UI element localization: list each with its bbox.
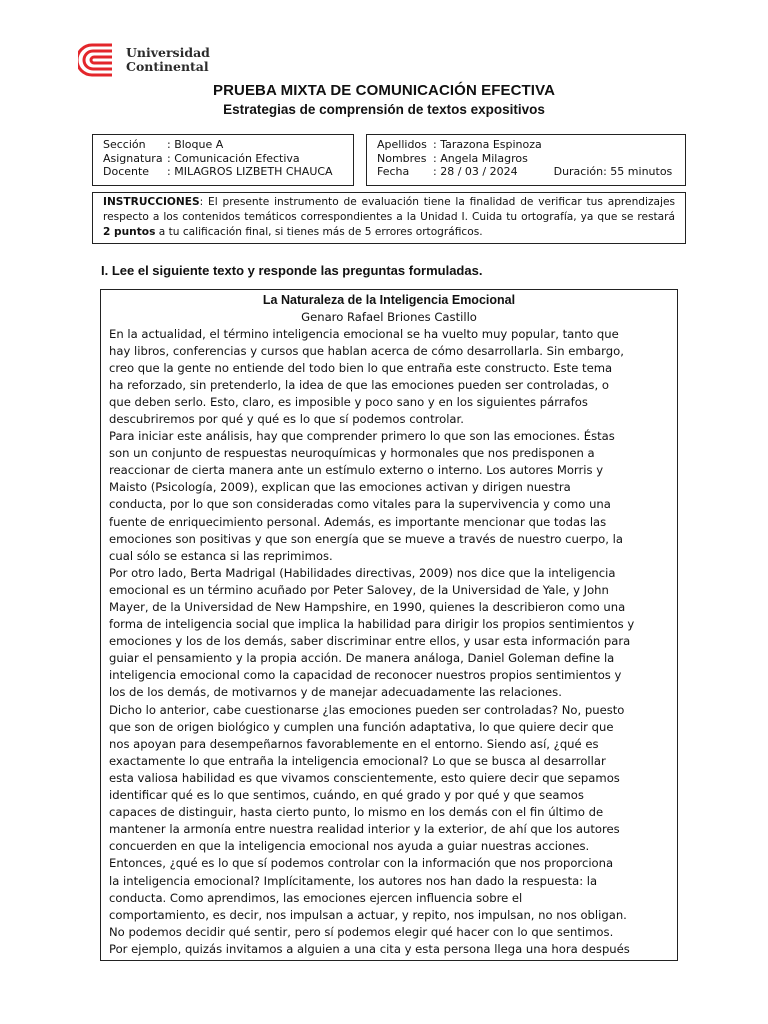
docente-row [103,165,353,179]
reading-line: Entonces, ¿qué es lo que sí podemos controlar con la información que nos proporciona [109,856,614,871]
reading-line: En la actualidad, el término inteligencia emocional se ha vuelto muy popular, tanto que [109,326,619,341]
exam-subtitle: Estrategias de comprensión de textos expositivos [223,102,545,117]
university-logo [78,42,210,78]
seccion-row [103,138,353,152]
reading-line: reaccionar de cierta manera ante un estímulo externo o interno. Los autores Morris y [109,463,604,478]
reading-line: hay libros, conferencias y cursos que hablan acerca de cómo desarrollarla. Sin embargo, [109,343,624,358]
reading-box [100,289,678,961]
reading-line: que deben serlo. Esto, claro, es imposible y poco sano y en los siguientes párrafos [109,394,588,409]
seccion-label: Sección [103,138,146,151]
reading-line: Para iniciar este análisis, hay que comprender primero lo que son las emociones. Éstas [109,429,615,444]
docente-value: : MILAGROS LIZBETH CHAUCA [167,165,333,178]
reading-title: La Naturaleza de la Inteligencia Emocional [262,293,516,307]
reading-line: la inteligencia emocional? Implícitamente, los autores nos han dado la respuesta: la [109,873,598,888]
duracion-value: Duración: 55 minutos [553,165,673,178]
apellidos-row [377,138,685,152]
reading-body [109,326,669,958]
reading-line: conducta. Como aprendimos, las emociones ejercen influencia sobre el [109,890,523,905]
reading-line: nos apoyan para desempeñarnos favorablemente en el entorno. Siendo así, ¿qué es [109,736,599,751]
section-heading: I. Lee el siguiente texto y responde las preguntas formuladas. [101,263,483,278]
reading-line: Maisto (Psicología, 2009), explican que las emociones activan y dirigen nuestra [109,480,571,495]
instructions-text [103,195,675,240]
docente-label: Docente [103,165,150,178]
reading-line: emociones y los de los demás, saber discriminar entre ellos, y usar esta información para [109,634,631,649]
reading-line: son un conjunto de respuestas neuroquímicas y hormonales que nos predisponen a [109,446,595,461]
reading-line: fuente de enriquecimiento personal. Además, es importante mencionar que todas las [109,514,607,529]
nombres-label: Nombres [377,151,427,165]
reading-line: los de los demás, de motivarnos y de manejar adecuadamente las relaciones. [109,685,562,700]
reading-line: inteligencia emocional como la capacidad de reconocer nuestros propios sentimientos y [109,668,622,683]
reading-line: emociones son positivas y que son energía que se mueve a través de nuestro cuerpo, la [109,531,623,546]
exam-title: PRUEBA MIXTA DE COMUNICACIÓN EFECTIVA [212,82,556,99]
reading-line: Por otro lado, Berta Madrigal (Habilidades directivas, 2009) nos dice que la inteligencia [109,565,616,580]
reading-line: guiar el pensamiento y la propia acción. De manera análoga, Daniel Goleman define la [109,651,615,666]
reading-line: concuerden en que la inteligencia emocional nos ayuda a guiar nuestras acciones. [109,839,590,854]
reading-line: exactamente lo que entraña la inteligencia emocional? Lo que se busca al desarrollar [109,753,606,768]
nombres-value: : Angela Milagros [433,151,528,165]
reading-line: Dicho lo anterior, cabe cuestionarse ¿las emociones pueden ser controladas? No, puesto [109,702,625,717]
nombres-row [377,152,685,166]
logo-line-1: Universidad [126,45,210,60]
apellidos-value: : Tarazona Espinoza [433,138,542,151]
reading-line: descubriremos por qué y qué es lo que sí podemos controlar. [109,411,464,426]
reading-line: forma de inteligencia social que implica la habilidad para dirigir los propios sentimientos y [109,617,635,632]
logo-line-2: Continental [126,59,209,74]
reading-line: identificar qué es lo que sentimos, cuándo, en qué grado y por qué y que seamos [109,788,584,803]
seccion-value: : Bloque A [167,138,224,151]
instructions-box [92,192,686,244]
reading-author: Genaro Rafael Briones Castillo [301,309,477,324]
reading-line: emocional es un término acuñado por Peter Salovey, de la Universidad de Yale, y John [109,582,609,597]
university-name [126,46,210,74]
course-info-box [92,134,354,186]
reading-line: Mayer, de la Universidad de New Hampshire, en 1990, quienes la describieron como una [109,600,626,614]
reading-line: que son de origen biológico y cumplen una función adaptativa, lo que quiere decir que [109,719,614,734]
reading-line: comportamiento, es decir, nos impulsan a actuar, y repito, nos impulsan, no nos obligan. [109,907,627,922]
reading-line: creo que la gente no entiende del todo bien lo que entraña este constructo. Este tema [109,360,613,375]
student-info-box [366,134,686,186]
university-logo-icon [78,42,118,78]
reading-line: conducta, por lo que son consideradas como vitales para la supervivencia y como una [109,497,611,512]
asignatura-row [103,152,353,166]
fecha-row [377,165,685,179]
asignatura-value: : Comunicación Efectiva [167,151,300,165]
reading-line: Por ejemplo, quizás invitamos a alguien a una cita y esta persona llega una hora después [109,941,630,956]
instructions-points: 2 puntos [103,226,156,238]
instructions-body-1: : El presente instrumento de evaluación tiene la finalidad de verificar tus aprendizajes respecto a los contenidos temáticos correspondientes a la Unidad I. Cuida tu ortografía, ya que se restará [103,196,675,223]
fecha-value: : 28 / 03 / 2024 [433,165,518,178]
reading-line: ha reforzado, sin pretenderlo, la idea de que las emociones pueden ser controladas, o [109,377,609,392]
reading-line: capaces de distinguir, hasta cierto punto, lo mismo en los demás con el fin último de [109,805,604,820]
fecha-label: Fecha [377,165,410,178]
instructions-label: INSTRUCCIONES [103,196,200,208]
asignatura-label: Asignatura [103,151,163,165]
reading-line: No podemos decidir qué sentir, pero sí podemos elegir qué hacer con lo que sentimos. [109,924,614,939]
instructions-body-2: a tu calificación final, si tienes más de 5 errores ortográficos. [155,226,483,238]
reading-line: esta valiosa habilidad es que vivamos conscientemente, esto quiere decir que sepamos [109,770,620,785]
reading-line: cual sólo se estanca si las reprimimos. [109,548,333,563]
apellidos-label: Apellidos [377,138,427,151]
reading-line: mantener la armonía entre nuestra realidad interior y la exterior, de ahí que los autores [109,822,620,837]
